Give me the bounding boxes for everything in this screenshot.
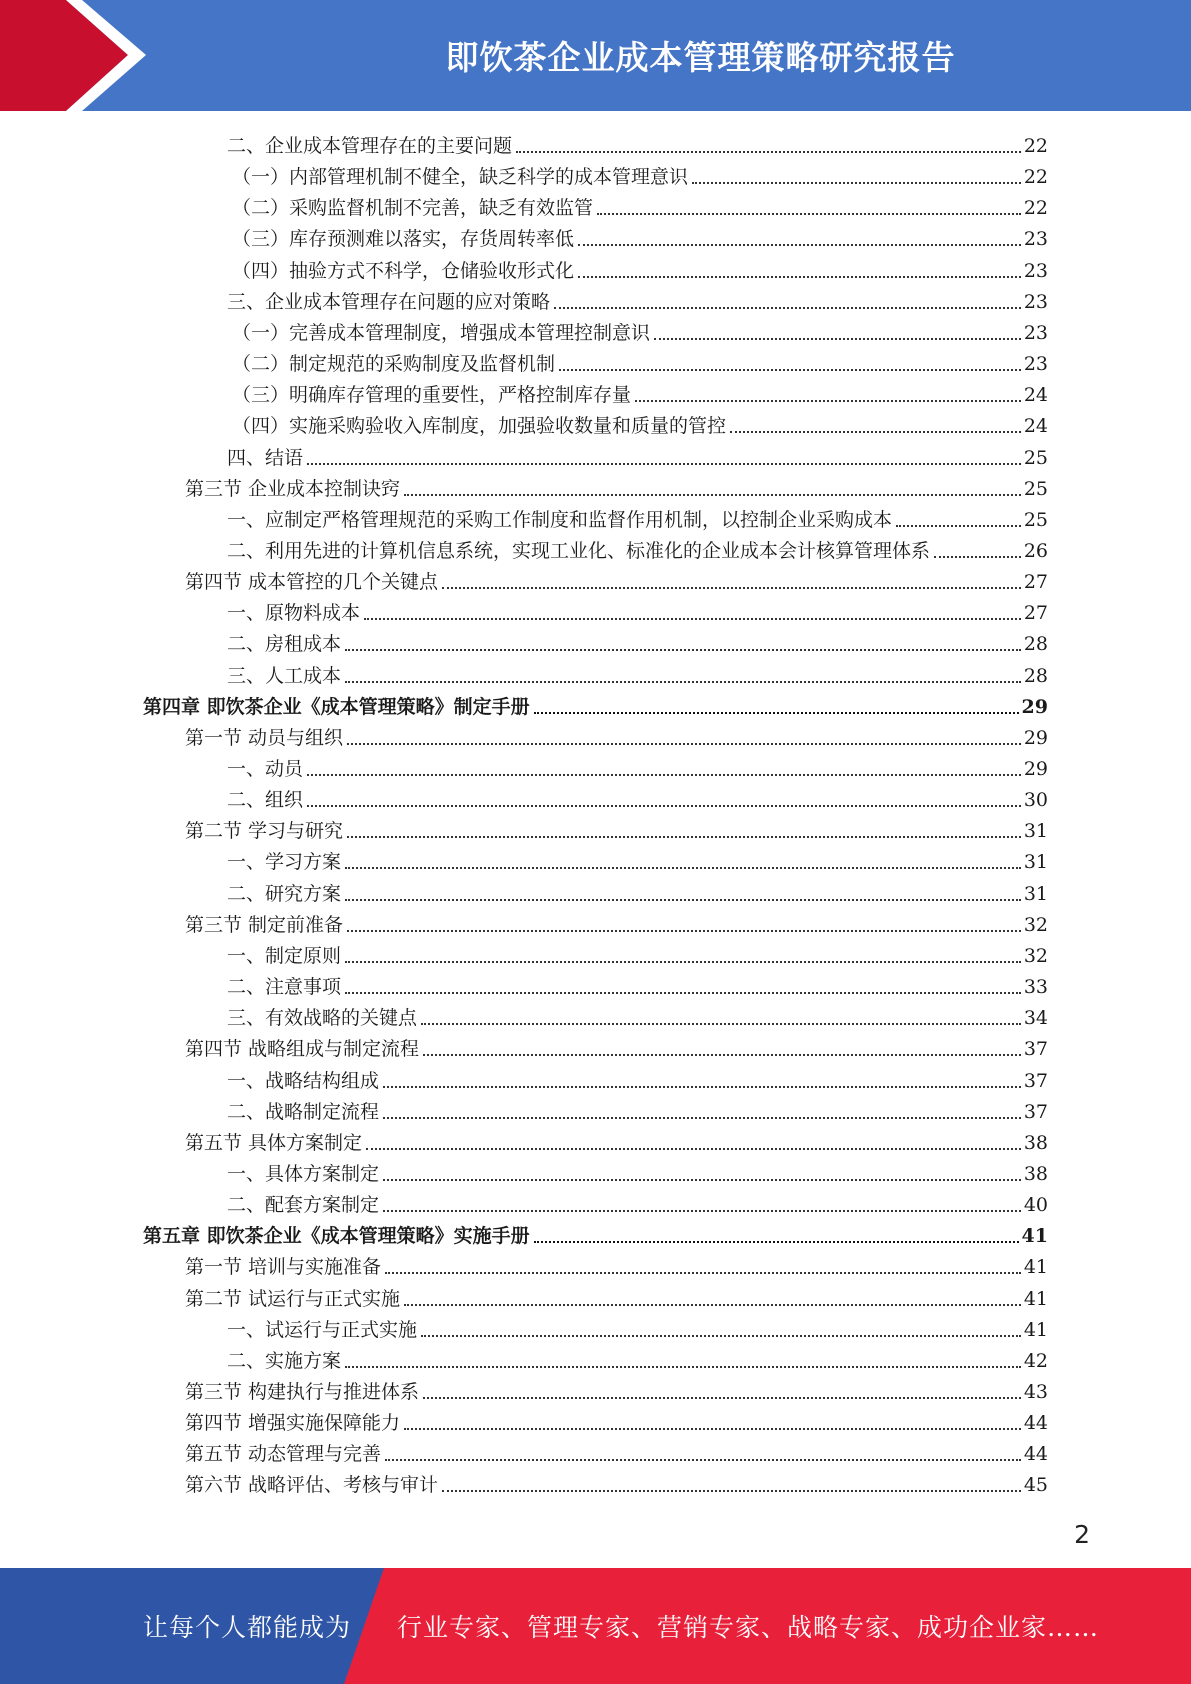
toc-entry[interactable] (227, 501, 1048, 532)
toc-dot-leader (383, 1210, 1021, 1212)
toc-entry-title: 一、制定原则 (227, 945, 342, 967)
toc-entry-title: 一、试运行与正式实施 (227, 1319, 418, 1341)
toc-entry-page: 23 (1023, 353, 1048, 375)
header-chevron-decoration (0, 0, 160, 111)
toc-entry-title: 二、配套方案制定 (227, 1194, 380, 1216)
toc-entry-page: 42 (1023, 1350, 1048, 1372)
toc-entry[interactable] (185, 563, 1048, 594)
toc-dot-leader (423, 1397, 1021, 1399)
toc-entry-title: 第五章 即饮茶企业《成本管理策略》实施手册 (143, 1225, 530, 1247)
toc-entry-title: 三、人工成本 (227, 665, 342, 687)
toc-dot-leader (383, 1179, 1021, 1181)
toc-entry-page: 44 (1023, 1443, 1048, 1465)
toc-dot-leader (383, 1086, 1021, 1088)
toc-entry-title: 第二节 试运行与正式实施 (185, 1288, 401, 1310)
toc-entry-page: 23 (1023, 228, 1048, 250)
toc-entry[interactable] (232, 158, 1048, 189)
toc-entry-title: 二、研究方案 (227, 883, 342, 905)
toc-dot-leader (345, 899, 1021, 901)
toc-entry[interactable] (185, 812, 1048, 843)
toc-entry-page: 31 (1023, 851, 1048, 873)
toc-entry[interactable] (227, 127, 1048, 158)
toc-entry-title: （二）制定规范的采购制度及监督机制 (232, 353, 556, 375)
toc-entry-page: 24 (1023, 415, 1048, 437)
toc-entry[interactable] (185, 1248, 1048, 1279)
toc-entry-title: 四、结语 (227, 447, 304, 469)
toc-entry-title: 一、原物料成本 (227, 602, 361, 624)
toc-entry-title: 一、动员 (227, 758, 304, 780)
toc-entry[interactable] (227, 750, 1048, 781)
toc-entry[interactable] (185, 1404, 1048, 1435)
toc-entry-page: 24 (1023, 384, 1048, 406)
toc-entry-page: 29 (1023, 727, 1048, 749)
toc-entry-page: 28 (1023, 633, 1048, 655)
toc-entry-title: 第五节 具体方案制定 (185, 1132, 363, 1154)
toc-dot-leader (654, 338, 1021, 340)
toc-entry-page: 22 (1023, 166, 1048, 188)
toc-entry-page: 23 (1023, 260, 1048, 282)
toc-entry-page: 32 (1023, 945, 1048, 967)
toc-entry-title: 二、房租成本 (227, 633, 342, 655)
toc-dot-leader (307, 774, 1021, 776)
toc-dot-leader (345, 1366, 1021, 1368)
toc-entry-page: 38 (1023, 1132, 1048, 1154)
toc-entry[interactable] (232, 220, 1048, 251)
toc-entry-title: 第二节 学习与研究 (185, 820, 344, 842)
toc-dot-leader (934, 556, 1021, 558)
toc-dot-leader (442, 587, 1021, 589)
toc-entry[interactable] (232, 376, 1048, 407)
toc-entry[interactable] (227, 781, 1048, 812)
toc-entry-title: （二）采购监督机制不完善，缺乏有效监管 (232, 197, 594, 219)
footer-slogan-left: 让每个人都能成为 (143, 1613, 352, 1642)
toc-dot-leader (597, 213, 1021, 215)
toc-dot-leader (421, 1335, 1021, 1337)
page-number: 2 (1074, 1520, 1090, 1549)
toc-dot-leader (404, 1304, 1021, 1306)
toc-entry-title: （三）明确库存管理的重要性，严格控制库存量 (232, 384, 632, 406)
toc-entry-page: 38 (1023, 1163, 1048, 1185)
toc-dot-leader (692, 182, 1021, 184)
toc-dot-leader (554, 307, 1021, 309)
toc-dot-leader (345, 961, 1021, 963)
toc-entry-title: 三、有效战略的关键点 (227, 1007, 418, 1029)
toc-entry[interactable] (185, 1030, 1048, 1061)
toc-dot-leader (347, 836, 1021, 838)
toc-dot-leader (366, 1148, 1021, 1150)
toc-entry-page: 31 (1023, 883, 1048, 905)
toc-entry-title: 一、应制定严格管理规范的采购工作制度和监督作用机制，以控制企业采购成本 (227, 509, 893, 531)
toc-entry-page: 25 (1023, 478, 1048, 500)
page-footer (0, 1568, 1191, 1684)
toc-entry[interactable] (232, 407, 1048, 438)
toc-entry-page: 34 (1023, 1007, 1048, 1029)
toc-entry[interactable] (227, 283, 1048, 314)
toc-entry[interactable] (185, 1280, 1048, 1311)
toc-entry[interactable] (143, 1217, 1048, 1248)
toc-entry[interactable] (143, 688, 1048, 719)
toc-entry[interactable] (185, 719, 1048, 750)
toc-entry-page: 25 (1023, 447, 1048, 469)
toc-entry-page: 40 (1023, 1194, 1048, 1216)
toc-entry-title: 二、利用先进的计算机信息系统，实现工业化、标准化的企业成本会计核算管理体系 (227, 540, 931, 562)
toc-entry[interactable] (232, 252, 1048, 283)
toc-entry[interactable] (227, 1155, 1048, 1186)
toc-dot-leader (345, 649, 1021, 651)
toc-entry-page: 32 (1023, 914, 1048, 936)
toc-entry[interactable] (227, 843, 1048, 874)
toc-entry-page: 43 (1023, 1381, 1048, 1403)
toc-entry-page: 30 (1023, 789, 1048, 811)
toc-entry-title: 一、学习方案 (227, 851, 342, 873)
toc-entry[interactable] (227, 625, 1048, 656)
toc-entry-title: 第三节 制定前准备 (185, 914, 344, 936)
toc-entry[interactable] (185, 1435, 1048, 1466)
toc-entry[interactable] (227, 999, 1048, 1030)
toc-entry[interactable] (185, 906, 1048, 937)
toc-entry-title: 二、组织 (227, 789, 304, 811)
toc-entry-page: 41 (1023, 1288, 1048, 1310)
toc-entry-page: 44 (1023, 1412, 1048, 1434)
toc-dot-leader (896, 525, 1021, 527)
toc-entry-page: 29 (1021, 696, 1048, 718)
toc-entry-page: 29 (1023, 758, 1048, 780)
toc-entry-title: （一）完善成本管理制度，增强成本管理控制意识 (232, 322, 651, 344)
toc-dot-leader (345, 992, 1021, 994)
toc-entry-title: 二、战略制定流程 (227, 1101, 380, 1123)
toc-entry-page: 33 (1023, 976, 1048, 998)
toc-entry[interactable] (185, 1124, 1048, 1155)
toc-entry-page: 41 (1023, 1319, 1048, 1341)
toc-entry-title: 一、具体方案制定 (227, 1163, 380, 1185)
toc-dot-leader (307, 805, 1021, 807)
toc-entry[interactable] (227, 1062, 1048, 1093)
toc-entry[interactable] (227, 875, 1048, 906)
toc-dot-leader (364, 618, 1021, 620)
toc-dot-leader (423, 1054, 1021, 1056)
toc-entry-page: 37 (1023, 1101, 1048, 1123)
toc-entry-title: 二、实施方案 (227, 1350, 342, 1372)
toc-entry-title: 第六节 战略评估、考核与审计 (185, 1474, 439, 1496)
toc-entry-title: 第三节 构建执行与推进体系 (185, 1381, 420, 1403)
toc-entry-page: 28 (1023, 665, 1048, 687)
toc-entry-title: （一）内部管理机制不健全，缺乏科学的成本管理意识 (232, 166, 689, 188)
toc-dot-leader (404, 1428, 1021, 1430)
toc-dot-leader (578, 244, 1021, 246)
toc-entry[interactable] (185, 1373, 1048, 1404)
toc-dot-leader (385, 1272, 1021, 1274)
toc-dot-leader (442, 1490, 1021, 1492)
toc-entry[interactable] (185, 470, 1048, 501)
toc-dot-leader (730, 431, 1021, 433)
toc-entry-title: 第四节 增强实施保障能力 (185, 1412, 401, 1434)
toc-dot-leader (559, 369, 1021, 371)
toc-entry[interactable] (232, 314, 1048, 345)
toc-entry-page: 23 (1023, 291, 1048, 313)
toc-entry-title: （四）实施采购验收入库制度，加强验收数量和质量的管控 (232, 415, 727, 437)
toc-entry[interactable] (227, 1342, 1048, 1373)
toc-dot-leader (345, 681, 1021, 683)
toc-entry-page: 37 (1023, 1070, 1048, 1092)
toc-dot-leader (345, 867, 1021, 869)
toc-dot-leader (635, 400, 1021, 402)
toc-dot-leader (347, 743, 1021, 745)
toc-entry[interactable] (227, 1186, 1048, 1217)
toc-entry-page: 27 (1023, 571, 1048, 593)
toc-dot-leader (385, 1459, 1021, 1461)
toc-entry-page: 25 (1023, 509, 1048, 531)
toc-dot-leader (347, 930, 1021, 932)
toc-entry-page: 22 (1023, 197, 1048, 219)
toc-entry[interactable] (227, 594, 1048, 625)
toc-entry-page: 26 (1023, 540, 1048, 562)
toc-entry-title: 第三节 企业成本控制诀窍 (185, 478, 401, 500)
toc-entry-title: 第四节 成本管控的几个关键点 (185, 571, 439, 593)
toc-entry-page: 41 (1021, 1225, 1048, 1247)
toc-entry-title: （三）库存预测难以落实，存货周转率低 (232, 228, 575, 250)
toc-entry-page: 45 (1023, 1474, 1048, 1496)
toc-entry[interactable] (227, 657, 1048, 688)
toc-entry-page: 23 (1023, 322, 1048, 344)
page-header (0, 0, 1191, 111)
toc-entry[interactable] (227, 532, 1048, 563)
toc-entry-page: 37 (1023, 1038, 1048, 1060)
toc-entry-title: 第四章 即饮茶企业《成本管理策略》制定手册 (143, 696, 530, 718)
toc-dot-leader (534, 1241, 1019, 1243)
toc-entry[interactable] (227, 1311, 1048, 1342)
toc-dot-leader (578, 276, 1021, 278)
toc-dot-leader (404, 494, 1021, 496)
toc-entry[interactable] (232, 345, 1048, 376)
toc-entry-title: 第一节 动员与组织 (185, 727, 344, 749)
toc-entry[interactable] (227, 1093, 1048, 1124)
toc-entry-title: 二、企业成本管理存在的主要问题 (227, 135, 513, 157)
toc-dot-leader (516, 151, 1021, 153)
toc-entry[interactable] (227, 439, 1048, 470)
toc-entry-title: 第四节 战略组成与制定流程 (185, 1038, 420, 1060)
toc-dot-leader (383, 1117, 1021, 1119)
toc-entry[interactable] (185, 1466, 1048, 1497)
toc-entry[interactable] (227, 937, 1048, 968)
toc-entry-page: 27 (1023, 602, 1048, 624)
toc-entry-page: 22 (1023, 135, 1048, 157)
toc-entry-title: 第一节 培训与实施准备 (185, 1256, 382, 1278)
toc-dot-leader (534, 712, 1019, 714)
toc-entry-title: 第五节 动态管理与完善 (185, 1443, 382, 1465)
toc-entry-title: （四）抽验方式不科学，仓储验收形式化 (232, 260, 575, 282)
toc-dot-leader (421, 1023, 1021, 1025)
toc-entry-page: 31 (1023, 820, 1048, 842)
toc-dot-leader (307, 463, 1021, 465)
toc-entry[interactable] (227, 968, 1048, 999)
toc-entry[interactable] (232, 189, 1048, 220)
footer-slogan-right: 行业专家、管理专家、营销专家、战略专家、成功企业家…… (397, 1613, 1100, 1642)
toc-entry-title: 二、注意事项 (227, 976, 342, 998)
toc-entry-title: 三、企业成本管理存在问题的应对策略 (227, 291, 551, 313)
toc-entry-page: 41 (1023, 1256, 1048, 1278)
header-title: 即饮茶企业成本管理策略研究报告 (445, 38, 956, 77)
toc-entry-title: 一、战略结构组成 (227, 1070, 380, 1092)
